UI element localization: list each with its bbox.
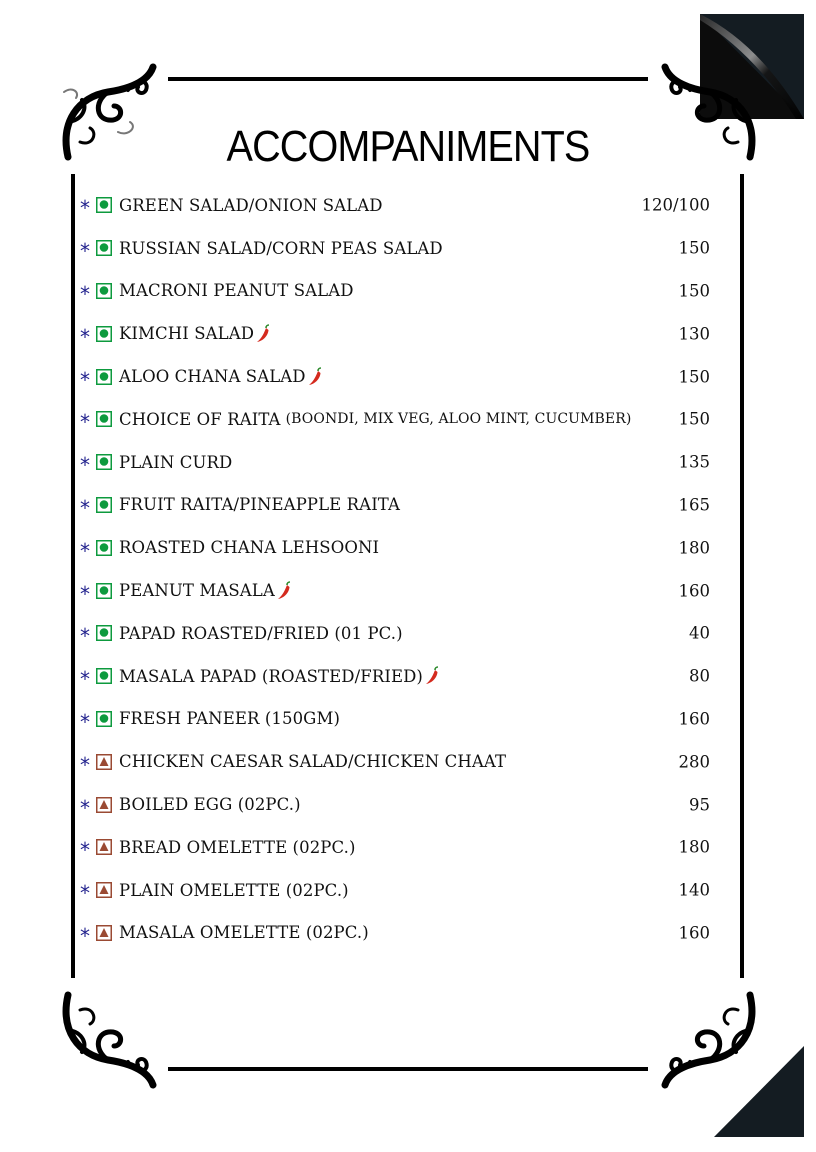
bottom-border-line [168, 1067, 648, 1071]
asterisk-icon: * [80, 923, 90, 948]
item-price: 160 [678, 709, 710, 729]
item-name: ROASTED CHANA LEHSOONI [119, 538, 380, 558]
item-price: 150 [678, 238, 710, 258]
item-price: 150 [678, 367, 710, 387]
chili-icon [307, 367, 323, 387]
nonveg-mark-icon [96, 882, 112, 898]
veg-mark-icon [96, 540, 112, 556]
asterisk-icon: * [80, 367, 90, 392]
item-name: PAPAD ROASTED/FRIED (01 PC.) [119, 623, 403, 643]
menu-item [80, 441, 712, 484]
menu-item [80, 569, 712, 612]
item-note: (BOONDI, MIX VEG, ALOO MINT, CUCUMBER) [285, 411, 632, 428]
item-price: 40 [689, 623, 710, 643]
asterisk-icon: * [80, 709, 90, 734]
asterisk-icon: * [80, 410, 90, 435]
item-price: 130 [678, 324, 710, 344]
right-border-line [740, 174, 744, 978]
item-price: 135 [678, 452, 710, 472]
menu-item [80, 355, 712, 398]
item-price: 180 [678, 837, 710, 857]
item-name: MACRONI PEANUT SALAD [119, 281, 354, 301]
asterisk-icon: * [80, 667, 90, 692]
item-name: FRESH PANEER (150GM) [119, 709, 340, 729]
chili-icon [424, 666, 440, 686]
menu-item [80, 312, 712, 355]
left-border-line [71, 174, 75, 978]
menu-item [80, 612, 712, 655]
item-name: ALOO CHANA SALAD [119, 367, 306, 387]
item-price: 120/100 [641, 195, 710, 215]
veg-mark-icon [96, 583, 112, 599]
chili-icon [255, 324, 271, 344]
menu-list [80, 184, 712, 954]
nonveg-mark-icon [96, 797, 112, 813]
item-name: RUSSIAN SALAD/CORN PEAS SALAD [119, 238, 443, 258]
veg-mark-icon [96, 283, 112, 299]
top-border-line [168, 77, 648, 81]
item-name: BOILED EGG (02PC.) [119, 795, 301, 815]
item-price: 150 [678, 281, 710, 301]
asterisk-icon: * [80, 795, 90, 820]
veg-mark-icon [96, 326, 112, 342]
asterisk-icon: * [80, 281, 90, 306]
menu-item [80, 783, 712, 826]
item-name: FRUIT RAITA/PINEAPPLE RAITA [119, 495, 401, 515]
nonveg-mark-icon [96, 754, 112, 770]
item-name: CHOICE OF RAITA [119, 409, 281, 429]
menu-item [80, 698, 712, 741]
asterisk-icon: * [80, 239, 90, 264]
item-name: MASALA PAPAD (ROASTED/FRIED) [119, 666, 423, 686]
item-price: 150 [678, 409, 710, 429]
asterisk-icon: * [80, 881, 90, 906]
menu-item [80, 826, 712, 869]
menu-item [80, 398, 712, 441]
asterisk-icon: * [80, 624, 90, 649]
item-name: GREEN SALAD/ONION SALAD [119, 195, 383, 215]
veg-mark-icon [96, 411, 112, 427]
veg-mark-icon [96, 240, 112, 256]
page-title: ACCOMPANIMENTS [226, 122, 590, 171]
menu-item [80, 184, 712, 227]
filigree-scroll-icon [58, 990, 158, 1090]
veg-mark-icon [96, 711, 112, 727]
item-name: PLAIN OMELETTE (02PC.) [119, 880, 349, 900]
item-name: MASALA OMELETTE (02PC.) [119, 923, 369, 943]
asterisk-icon: * [80, 324, 90, 349]
menu-item [80, 227, 712, 270]
item-price: 180 [678, 538, 710, 558]
veg-mark-icon [96, 197, 112, 213]
item-name: BREAD OMELETTE (02PC.) [119, 837, 356, 857]
asterisk-icon: * [80, 538, 90, 563]
item-name: CHICKEN CAESAR SALAD/CHICKEN CHAAT [119, 752, 507, 772]
veg-mark-icon [96, 369, 112, 385]
menu-item [80, 869, 712, 912]
asterisk-icon: * [80, 838, 90, 863]
item-name: PEANUT MASALA [119, 581, 275, 601]
menu-item [80, 270, 712, 313]
menu-item [80, 912, 712, 955]
item-price: 160 [678, 581, 710, 601]
item-price: 165 [678, 495, 710, 515]
nonveg-mark-icon [96, 839, 112, 855]
chili-icon [276, 581, 292, 601]
menu-item [80, 740, 712, 783]
veg-mark-icon [96, 454, 112, 470]
asterisk-icon: * [80, 495, 90, 520]
menu-item [80, 526, 712, 569]
item-name: PLAIN CURD [119, 452, 233, 472]
item-price: 280 [678, 752, 710, 772]
item-price: 140 [678, 880, 710, 900]
asterisk-icon: * [80, 453, 90, 478]
item-name: KIMCHI SALAD [119, 324, 255, 344]
nonveg-mark-icon [96, 925, 112, 941]
veg-mark-icon [96, 668, 112, 684]
asterisk-icon: * [80, 196, 90, 221]
veg-mark-icon [96, 497, 112, 513]
menu-item [80, 655, 712, 698]
asterisk-icon: * [80, 581, 90, 606]
item-price: 95 [689, 795, 710, 815]
item-price: 80 [689, 666, 710, 686]
asterisk-icon: * [80, 752, 90, 777]
veg-mark-icon [96, 625, 112, 641]
menu-item [80, 484, 712, 527]
item-price: 160 [678, 923, 710, 943]
filigree-scroll-icon [660, 990, 760, 1090]
